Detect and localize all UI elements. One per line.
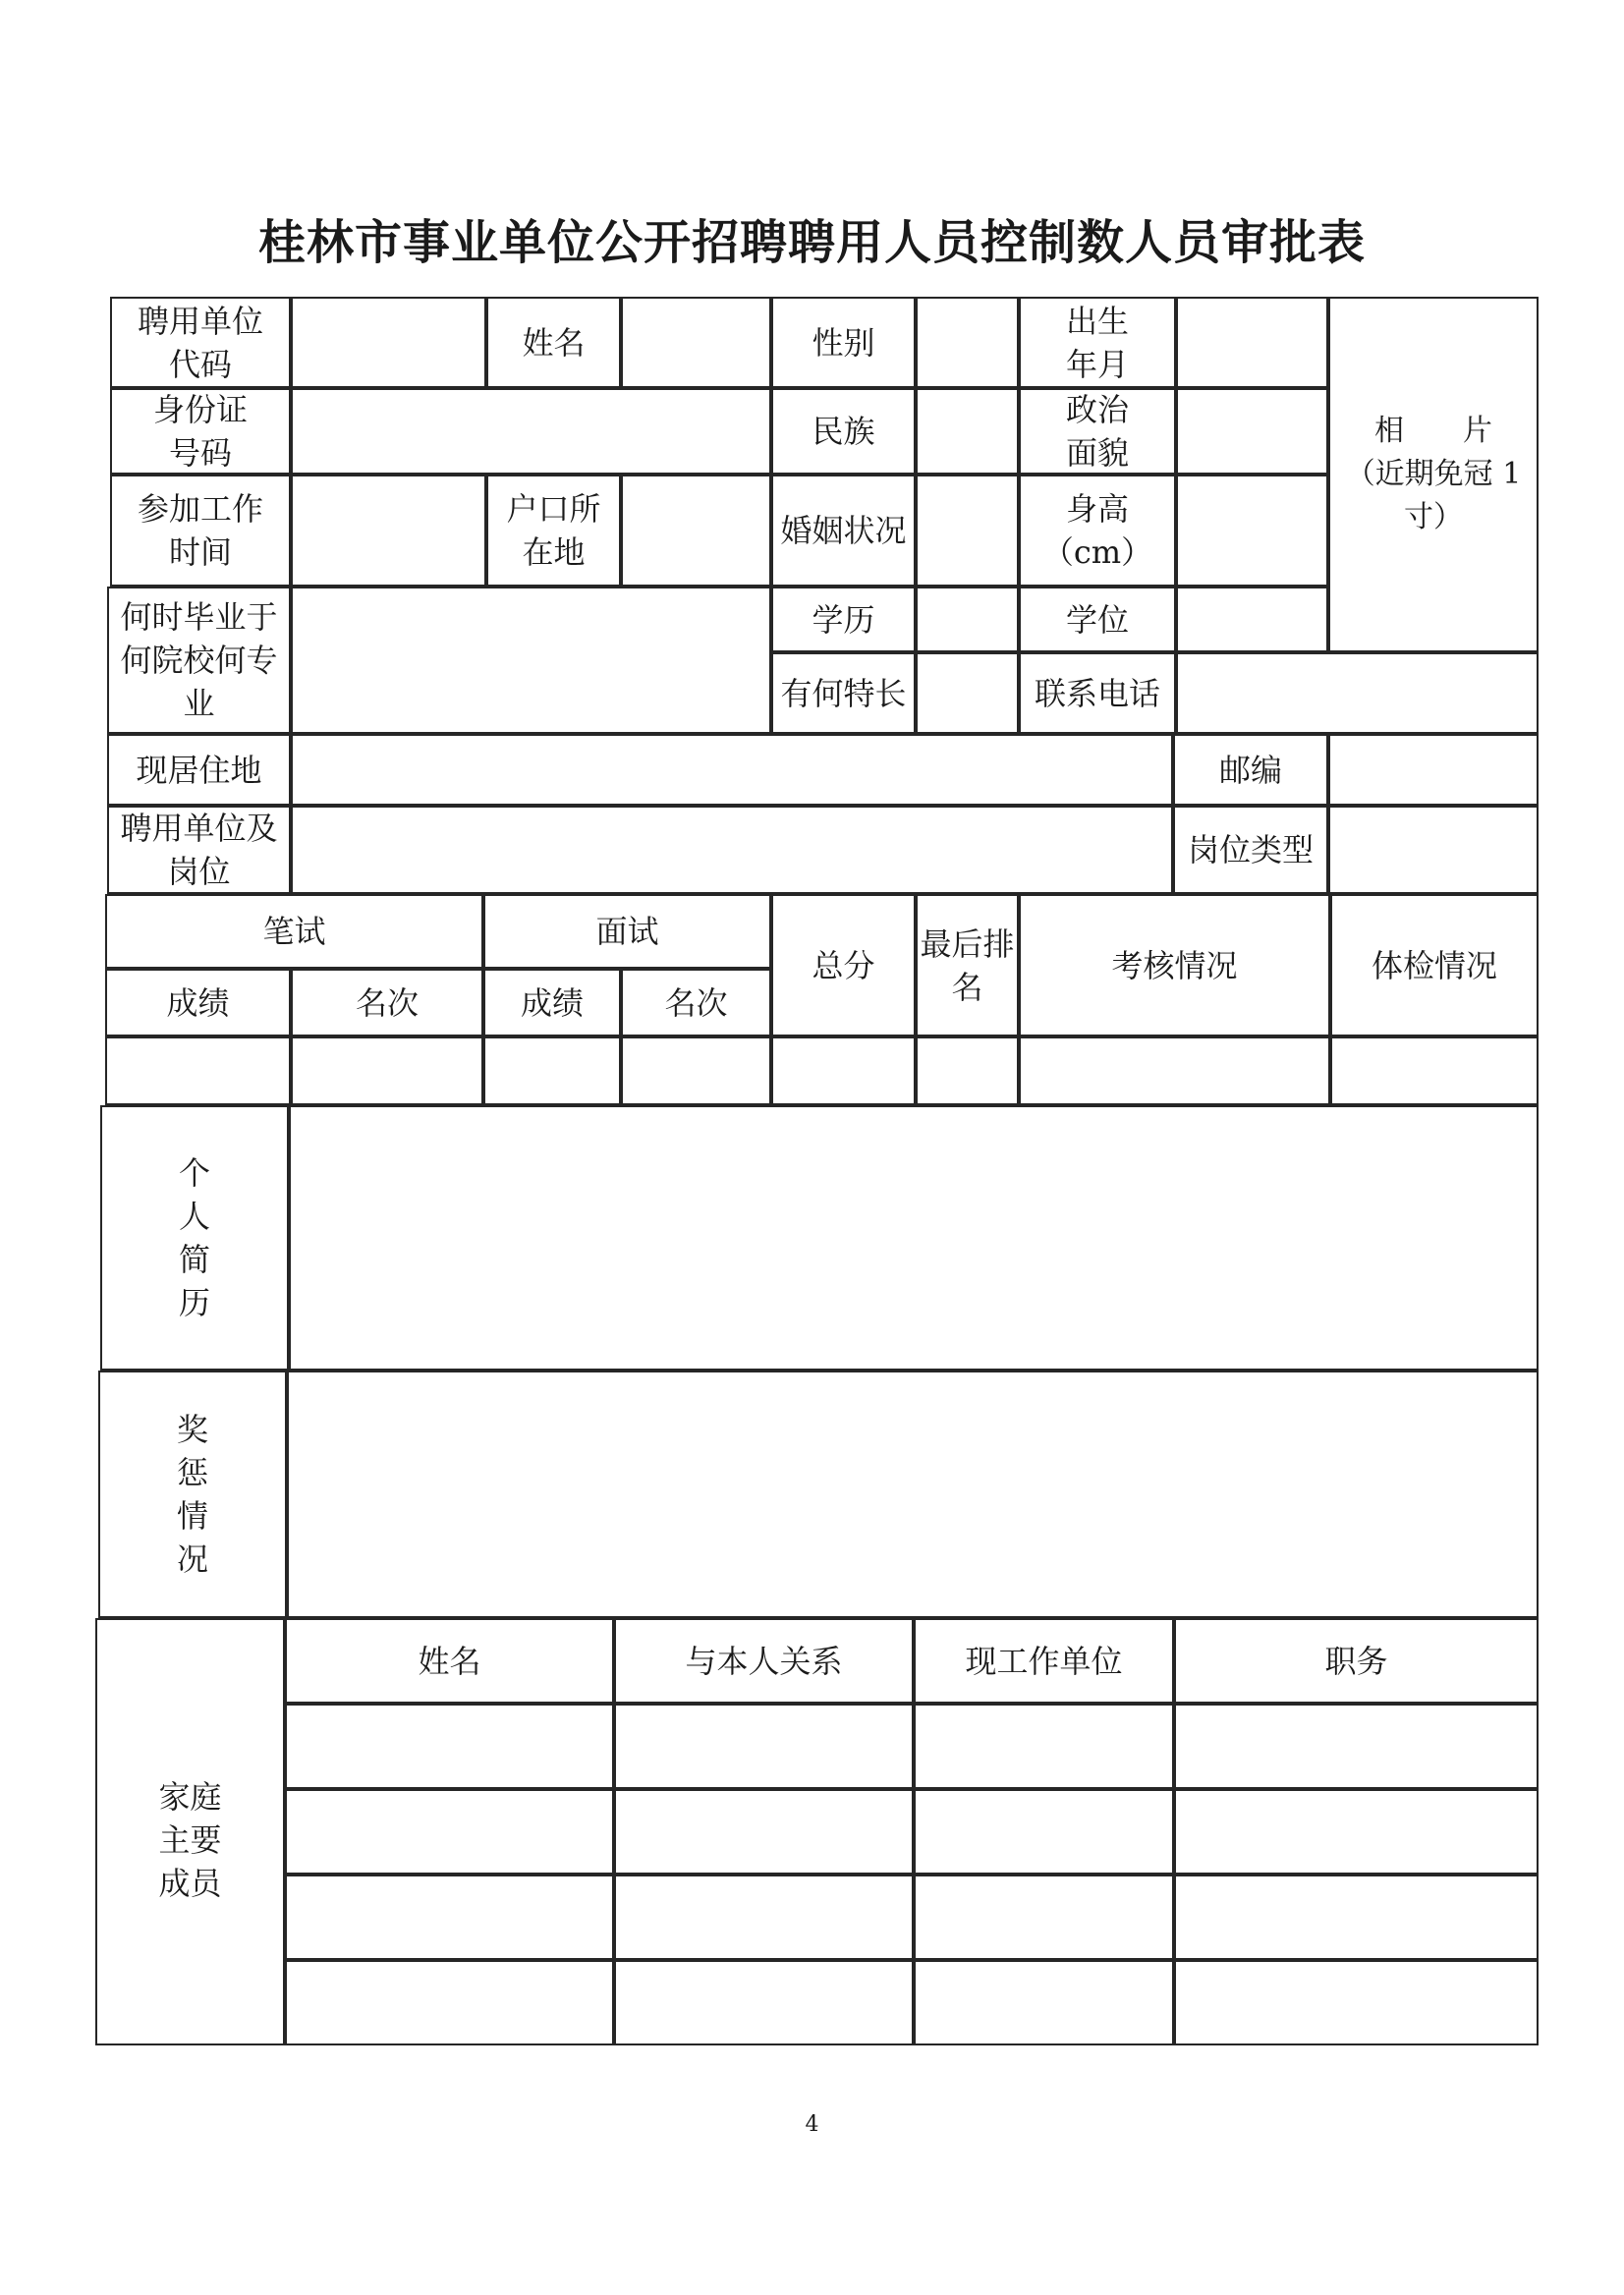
label-ethnicity: 民族 — [771, 388, 916, 475]
label-birth: 出生 年月 — [1019, 297, 1176, 388]
label-education: 学历 — [771, 587, 916, 652]
field-written-score[interactable] — [105, 1036, 291, 1105]
field-written-rank[interactable] — [291, 1036, 483, 1105]
field-id-number[interactable] — [291, 388, 771, 475]
field-phone[interactable] — [1176, 652, 1539, 734]
label-written-exam: 笔试 — [105, 894, 483, 969]
label-name: 姓名 — [486, 297, 621, 388]
field-height[interactable] — [1176, 475, 1328, 587]
field-politics[interactable] — [1176, 388, 1328, 475]
field-specialty[interactable] — [916, 652, 1019, 734]
family-row3-duty[interactable] — [1174, 1875, 1539, 1960]
approval-form-table — [95, 297, 1540, 2026]
family-row2-name[interactable] — [285, 1789, 614, 1875]
family-row1-duty[interactable] — [1174, 1704, 1539, 1789]
family-row2-duty[interactable] — [1174, 1789, 1539, 1875]
field-postcode[interactable] — [1328, 734, 1539, 806]
label-written-score: 成绩 — [105, 969, 291, 1036]
label-resume: 个 人 简 历 — [100, 1105, 289, 1371]
family-row3-relation[interactable] — [614, 1875, 914, 1960]
family-header-name: 姓名 — [285, 1618, 614, 1704]
label-degree: 学位 — [1019, 587, 1176, 652]
label-interview-rank: 名次 — [621, 969, 771, 1036]
photo-box[interactable]: 相 片 （近期免冠 1 寸） — [1328, 297, 1539, 652]
field-work-start[interactable] — [291, 475, 486, 587]
label-family-members: 家庭 主要 成员 — [95, 1618, 285, 2045]
label-work-start: 参加工作 时间 — [110, 475, 291, 587]
field-total-score[interactable] — [771, 1036, 916, 1105]
family-header-workplace: 现工作单位 — [914, 1618, 1174, 1704]
field-medical-exam[interactable] — [1330, 1036, 1539, 1105]
family-row2-workplace[interactable] — [914, 1789, 1174, 1875]
label-assessment: 考核情况 — [1019, 894, 1330, 1036]
field-name[interactable] — [621, 297, 771, 388]
label-postcode: 邮编 — [1173, 734, 1328, 806]
field-resume[interactable] — [289, 1105, 1539, 1371]
label-hukou: 户口所 在地 — [486, 475, 621, 587]
field-address[interactable] — [291, 734, 1173, 806]
label-interview: 面试 — [483, 894, 771, 969]
label-written-rank: 名次 — [291, 969, 483, 1036]
field-assessment[interactable] — [1019, 1036, 1330, 1105]
label-graduation: 何时毕业于 何院校何专 业 — [107, 587, 291, 734]
family-row4-relation[interactable] — [614, 1960, 914, 2045]
family-row3-name[interactable] — [285, 1875, 614, 1960]
family-row4-workplace[interactable] — [914, 1960, 1174, 2045]
field-graduation[interactable] — [291, 587, 771, 734]
page-number: 4 — [805, 2112, 819, 2137]
form-title: 桂林市事业单位公开招聘聘用人员控制数人员审批表 — [257, 215, 1366, 270]
label-phone: 联系电话 — [1019, 652, 1176, 734]
field-marital[interactable] — [916, 475, 1019, 587]
label-interview-score: 成绩 — [483, 969, 621, 1036]
family-row2-relation[interactable] — [614, 1789, 914, 1875]
label-final-rank: 最后排 名 — [916, 894, 1019, 1036]
field-education[interactable] — [916, 587, 1019, 652]
family-header-duty: 职务 — [1174, 1618, 1539, 1704]
family-row1-relation[interactable] — [614, 1704, 914, 1789]
field-birth[interactable] — [1176, 297, 1328, 388]
family-row4-name[interactable] — [285, 1960, 614, 2045]
label-specialty: 有何特长 — [771, 652, 916, 734]
field-hukou[interactable] — [621, 475, 771, 587]
family-row3-workplace[interactable] — [914, 1875, 1174, 1960]
label-unit-post: 聘用单位及 岗位 — [107, 806, 291, 894]
field-interview-score[interactable] — [483, 1036, 621, 1105]
label-id-number: 身份证 号码 — [110, 388, 291, 475]
field-unit-code[interactable] — [291, 297, 486, 388]
label-marital: 婚姻状况 — [771, 475, 916, 587]
field-interview-rank[interactable] — [621, 1036, 771, 1105]
field-degree[interactable] — [1176, 587, 1328, 652]
field-unit-post[interactable] — [291, 806, 1173, 894]
label-height: 身高 （cm） — [1019, 475, 1176, 587]
label-post-type: 岗位类型 — [1173, 806, 1328, 894]
label-rewards-penalties: 奖 惩 情 况 — [98, 1371, 287, 1618]
family-header-relation: 与本人关系 — [614, 1618, 914, 1704]
label-total-score: 总分 — [771, 894, 916, 1036]
field-ethnicity[interactable] — [916, 388, 1019, 475]
family-row1-name[interactable] — [285, 1704, 614, 1789]
label-medical-exam: 体检情况 — [1330, 894, 1539, 1036]
field-final-rank[interactable] — [916, 1036, 1019, 1105]
field-rewards-penalties[interactable] — [287, 1371, 1539, 1618]
label-unit-code: 聘用单位 代码 — [110, 297, 291, 388]
label-politics: 政治 面貌 — [1019, 388, 1176, 475]
label-address: 现居住地 — [107, 734, 291, 806]
label-gender: 性别 — [771, 297, 916, 388]
family-row1-workplace[interactable] — [914, 1704, 1174, 1789]
field-gender[interactable] — [916, 297, 1019, 388]
field-post-type[interactable] — [1328, 806, 1539, 894]
family-row4-duty[interactable] — [1174, 1960, 1539, 2045]
